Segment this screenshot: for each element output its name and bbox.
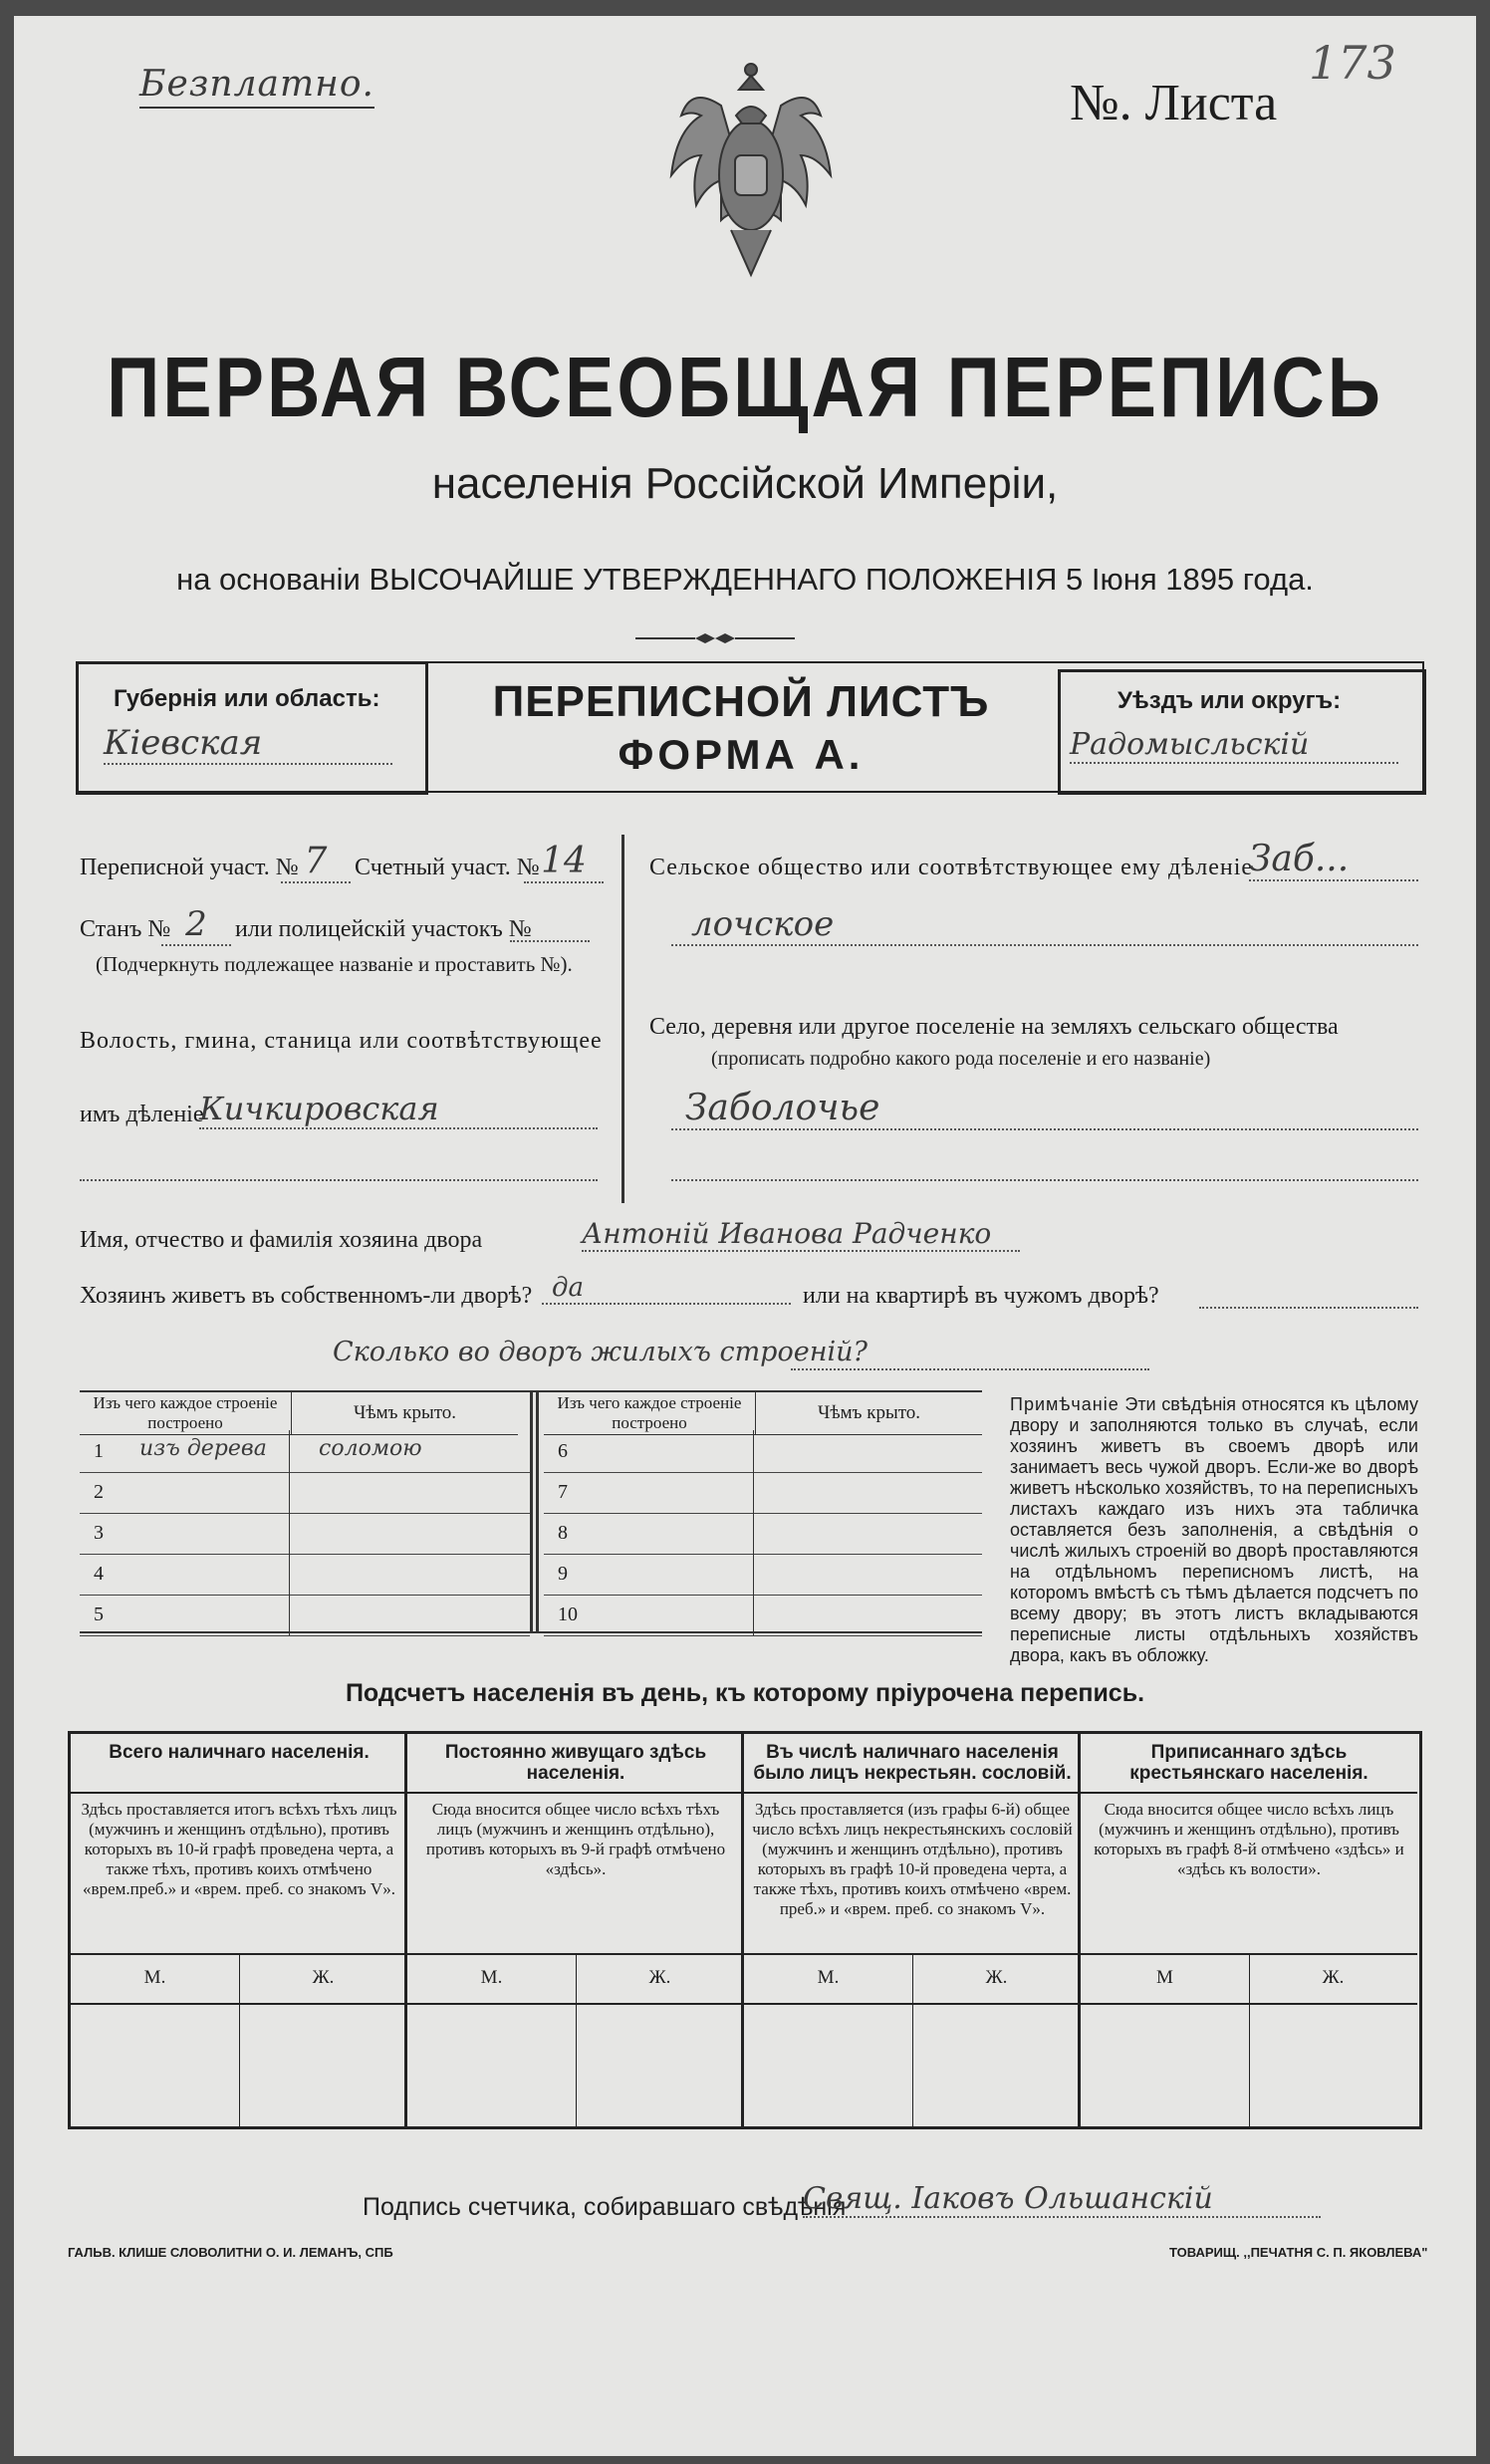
village-field-extra[interactable]: [671, 1157, 1418, 1181]
count-column-title: Приписаннаго здѣсь крестьянскаго населенія.: [1129, 1742, 1368, 1784]
male-header: М: [1156, 1967, 1173, 1988]
district-label: Уѣздъ или округъ:: [1118, 687, 1342, 714]
village-field[interactable]: Заболочье: [671, 1088, 1418, 1130]
col-material-header: Изъ чего каждое строеніе построено: [80, 1392, 292, 1435]
sheet-number-value: 173: [1309, 36, 1396, 90]
building-row-number: 8: [558, 1522, 568, 1544]
male-count-field[interactable]: [75, 2009, 235, 2118]
building-row-number: 4: [94, 1563, 104, 1585]
count-column-desc: Здѣсь проставляется (изъ графы 6-й) общее число всѣхъ лицъ некрестьянскихъ сословій (мужчинъ и женщинъ отдѣльно), противъ которыхъ въ графѣ 10-й проведена черта, а также тѣхъ, противъ коихъ отмѣчено «врем. преб.» и «врем. преб. со знакомъ V».: [752, 1800, 1073, 1918]
census-area-label: Переписной участ. №: [80, 855, 299, 880]
building-roof-field[interactable]: соломою: [319, 1436, 422, 1461]
double-headed-eagle-icon: [651, 56, 851, 295]
free-label: Безплатно.: [139, 64, 374, 109]
building-row: [80, 1473, 530, 1514]
building-roof-field[interactable]: [319, 1477, 518, 1509]
count-column-title: Въ числѣ наличнаго населенія было лицъ некрестьян. сословій.: [753, 1742, 1072, 1784]
owner-name-label: Имя, отчество и фамилія хозяина двора: [80, 1227, 483, 1253]
building-row-number: 10: [558, 1603, 578, 1625]
female-header: Ж.: [985, 1967, 1008, 1988]
building-row-number: 5: [94, 1603, 104, 1625]
building-row: [544, 1555, 982, 1596]
building-row-number: 2: [94, 1481, 104, 1503]
ornament-divider-icon: [635, 631, 795, 645]
building-material-field[interactable]: [139, 1518, 289, 1550]
building-row: [544, 1514, 982, 1555]
building-roof-field[interactable]: [783, 1518, 982, 1550]
count-heading: Подсчетъ населенія въ день, къ которому пріурочена перепись.: [345, 1679, 1145, 1707]
count-column: [407, 1734, 744, 2126]
building-row: [544, 1432, 982, 1473]
footer-left: ГАЛЬВ. КЛИШЕ СЛОВОЛИТНИ О. И. ЛЕМАНЪ, СПБ: [68, 2245, 393, 2260]
building-row: [80, 1514, 530, 1555]
female-count-field[interactable]: [1253, 2009, 1413, 2118]
society-field-2[interactable]: лочское: [671, 904, 1418, 946]
col-material-header-2: Изъ чего каждое строеніе построено: [544, 1392, 756, 1435]
district-field[interactable]: Радомысльскій: [1070, 727, 1398, 764]
police-field[interactable]: [510, 916, 590, 942]
population-count-table: [68, 1731, 1422, 2129]
police-label: или полицейскій участокъ №: [235, 916, 532, 942]
male-header: М.: [143, 1967, 166, 1988]
building-row: [80, 1596, 530, 1636]
female-header: Ж.: [312, 1967, 335, 1988]
buildings-field[interactable]: [791, 1347, 1149, 1370]
building-material-field[interactable]: [139, 1600, 289, 1631]
rent-label: или на квартирѣ въ чужомъ дворѣ?: [803, 1283, 1159, 1309]
building-material-field[interactable]: [604, 1477, 753, 1509]
building-material-field[interactable]: [604, 1436, 753, 1468]
volost-field-extra[interactable]: [80, 1157, 598, 1181]
note-text: Эти свѣдѣнія относятся къ цѣлому двору и заполняются только въ случаѣ, если хозяинъ живетъ въ своемъ дворѣ или занимаетъ весь чужой дворъ. Если-же во дворѣ живетъ нѣсколько хозяйствъ, то на переписныхъ листахъ каждаго изъ нихъ эта табличка оставляется безъ заполненія, а свѣдѣнія о числѣ жилыхъ строеній во дворѣ проставляются на отдѣльномъ переписномъ листѣ, на которомъ вмѣстѣ съ тѣмъ дѣлается подсчетъ по всему двору; въ этотъ листъ вкладываются переписные листы отдѣльныхъ хозяйствъ двора, какъ въ обложку.: [1010, 1394, 1418, 1665]
building-material-field[interactable]: [604, 1518, 753, 1550]
building-row-number: 6: [558, 1440, 568, 1462]
building-material-field[interactable]: [604, 1559, 753, 1591]
volost-label-1: Волость, гмина, станица или соотвѣтствующее: [80, 1028, 603, 1054]
count-column-desc: Здѣсь проставляется итогъ всѣхъ тѣхъ лицъ (мужчинъ и женщинъ отдѣльно), противъ которыхъ въ 10-й графѣ проведена черта, а также тѣхъ, противъ коихъ отмѣчено «врем.преб.» и «врем. преб. со знакомъ V».: [81, 1800, 397, 1898]
signature-label: Подпись счетчика, собиравшаго свѣдѣнія: [363, 2193, 847, 2221]
owner-name-field[interactable]: Антоній Иванова Радченко: [582, 1217, 1020, 1252]
province-field[interactable]: Кіевская: [104, 723, 392, 765]
section-divider: [621, 835, 624, 1203]
count-column-title: Всего наличнаго населенія.: [109, 1742, 370, 1763]
stan-field[interactable]: 2: [161, 904, 231, 946]
village-label: Село, деревня или другое поселеніе на земляхъ сельскаго общества: [649, 1014, 1339, 1040]
building-roof-field[interactable]: [783, 1436, 982, 1468]
female-header: Ж.: [648, 1967, 671, 1988]
buildings-label: Сколько во дворъ жилыхъ строеній?: [333, 1337, 868, 1367]
count-area-field[interactable]: 14: [524, 841, 604, 883]
form-name: ФОРМА А.: [618, 731, 865, 778]
female-count-field[interactable]: [243, 2009, 403, 2118]
building-roof-field[interactable]: [783, 1600, 982, 1631]
building-material-field[interactable]: [604, 1600, 753, 1631]
male-count-field[interactable]: [1085, 2009, 1245, 2118]
building-material-field[interactable]: изъ дерева: [139, 1436, 267, 1461]
building-roof-field[interactable]: [783, 1477, 982, 1509]
society-field-1[interactable]: Заб...: [1249, 839, 1418, 881]
note-heading: Примѣчаніе: [1010, 1394, 1119, 1414]
signature-field[interactable]: Свящ. Іаковъ Ольшанскій: [803, 2181, 1321, 2218]
province-label: Губернія или область:: [114, 685, 380, 712]
building-roof-field[interactable]: [319, 1559, 518, 1591]
stan-label: Станъ №: [80, 916, 171, 942]
count-column-desc: Сюда вносится общее число всѣхъ лицъ (мужчинъ и женщинъ отдѣльно), противъ которыхъ въ графѣ 8-й отмѣчено «здѣсь» и «здѣсь къ волости».: [1094, 1800, 1404, 1878]
building-material-field[interactable]: [139, 1559, 289, 1591]
building-row: [544, 1596, 982, 1636]
female-count-field[interactable]: [580, 2009, 740, 2118]
village-note: (прописать подробно какого рода поселеніе и его названіе): [711, 1048, 1211, 1070]
female-count-field[interactable]: [916, 2009, 1077, 2118]
col-roof-header-2: Чѣмъ крыто.: [756, 1392, 983, 1435]
count-area-label: Счетный участ. №: [355, 855, 540, 880]
building-roof-field[interactable]: [783, 1559, 982, 1591]
building-row-number: 9: [558, 1563, 568, 1585]
female-header: Ж.: [1322, 1967, 1345, 1988]
count-column: [1081, 1734, 1417, 2126]
own-yard-label: Хозяинъ живетъ въ собственномъ-ли дворѣ?: [80, 1283, 533, 1309]
basis-line: на основаніи ВЫСОЧАЙШЕ УТВЕРЖДЕННАГО ПОЛОЖЕНІЯ 5 Іюня 1895 года.: [176, 562, 1314, 597]
buildings-table: [80, 1390, 982, 1633]
census-area-field[interactable]: 7: [281, 841, 351, 883]
rent-field[interactable]: [1199, 1283, 1418, 1309]
male-header: М.: [480, 1967, 503, 1988]
building-roof-field[interactable]: [319, 1600, 518, 1631]
own-yard-field[interactable]: да: [542, 1273, 791, 1305]
census-form-page: [14, 16, 1476, 2456]
building-row: [80, 1432, 530, 1473]
male-count-field[interactable]: [411, 2009, 572, 2118]
count-column-desc: Сюда вносится общее число всѣхъ тѣхъ лицъ (мужчинъ и женщинъ отдѣльно), противъ которыхъ въ 9-й графѣ отмѣчено «здѣсь».: [425, 1800, 726, 1878]
note-block: [1010, 1394, 1418, 1666]
society-label: Сельское общество или соотвѣтствующее ему дѣленіе: [649, 855, 1254, 880]
building-row: [80, 1555, 530, 1596]
sheet-number-label: №. Листа: [1070, 75, 1278, 131]
form-title: ПЕРЕПИСНОЙ ЛИСТЪ: [492, 677, 990, 726]
page-subtitle: населенія Россійской Имперіи,: [431, 459, 1059, 508]
male-header: М.: [817, 1967, 840, 1988]
building-material-field[interactable]: [139, 1477, 289, 1509]
building-row-number: 7: [558, 1481, 568, 1503]
count-column: [744, 1734, 1081, 2126]
page-title: ПЕРВАЯ ВСЕОБЩАЯ ПЕРЕПИСЬ: [107, 339, 1383, 435]
building-row: [544, 1473, 982, 1514]
count-column: [71, 1734, 407, 2126]
count-column-title: Постоянно живущаго здѣсь населенія.: [444, 1742, 707, 1784]
building-row-number: 1: [94, 1440, 104, 1462]
building-row-number: 3: [94, 1522, 104, 1544]
volost-label-2: имъ дѣленіе: [80, 1102, 204, 1127]
volost-field[interactable]: Кичкировская: [199, 1090, 598, 1129]
col-roof-header: Чѣмъ крыто.: [292, 1392, 519, 1435]
underline-note: (Подчеркнуть подлежащее названіе и проставить №).: [96, 952, 573, 976]
building-roof-field[interactable]: [319, 1518, 518, 1550]
male-count-field[interactable]: [748, 2009, 908, 2118]
footer-right: ТОВАРИЩ. ,,ПЕЧАТНЯ С. П. ЯКОВЛЕВА": [1169, 2245, 1428, 2260]
